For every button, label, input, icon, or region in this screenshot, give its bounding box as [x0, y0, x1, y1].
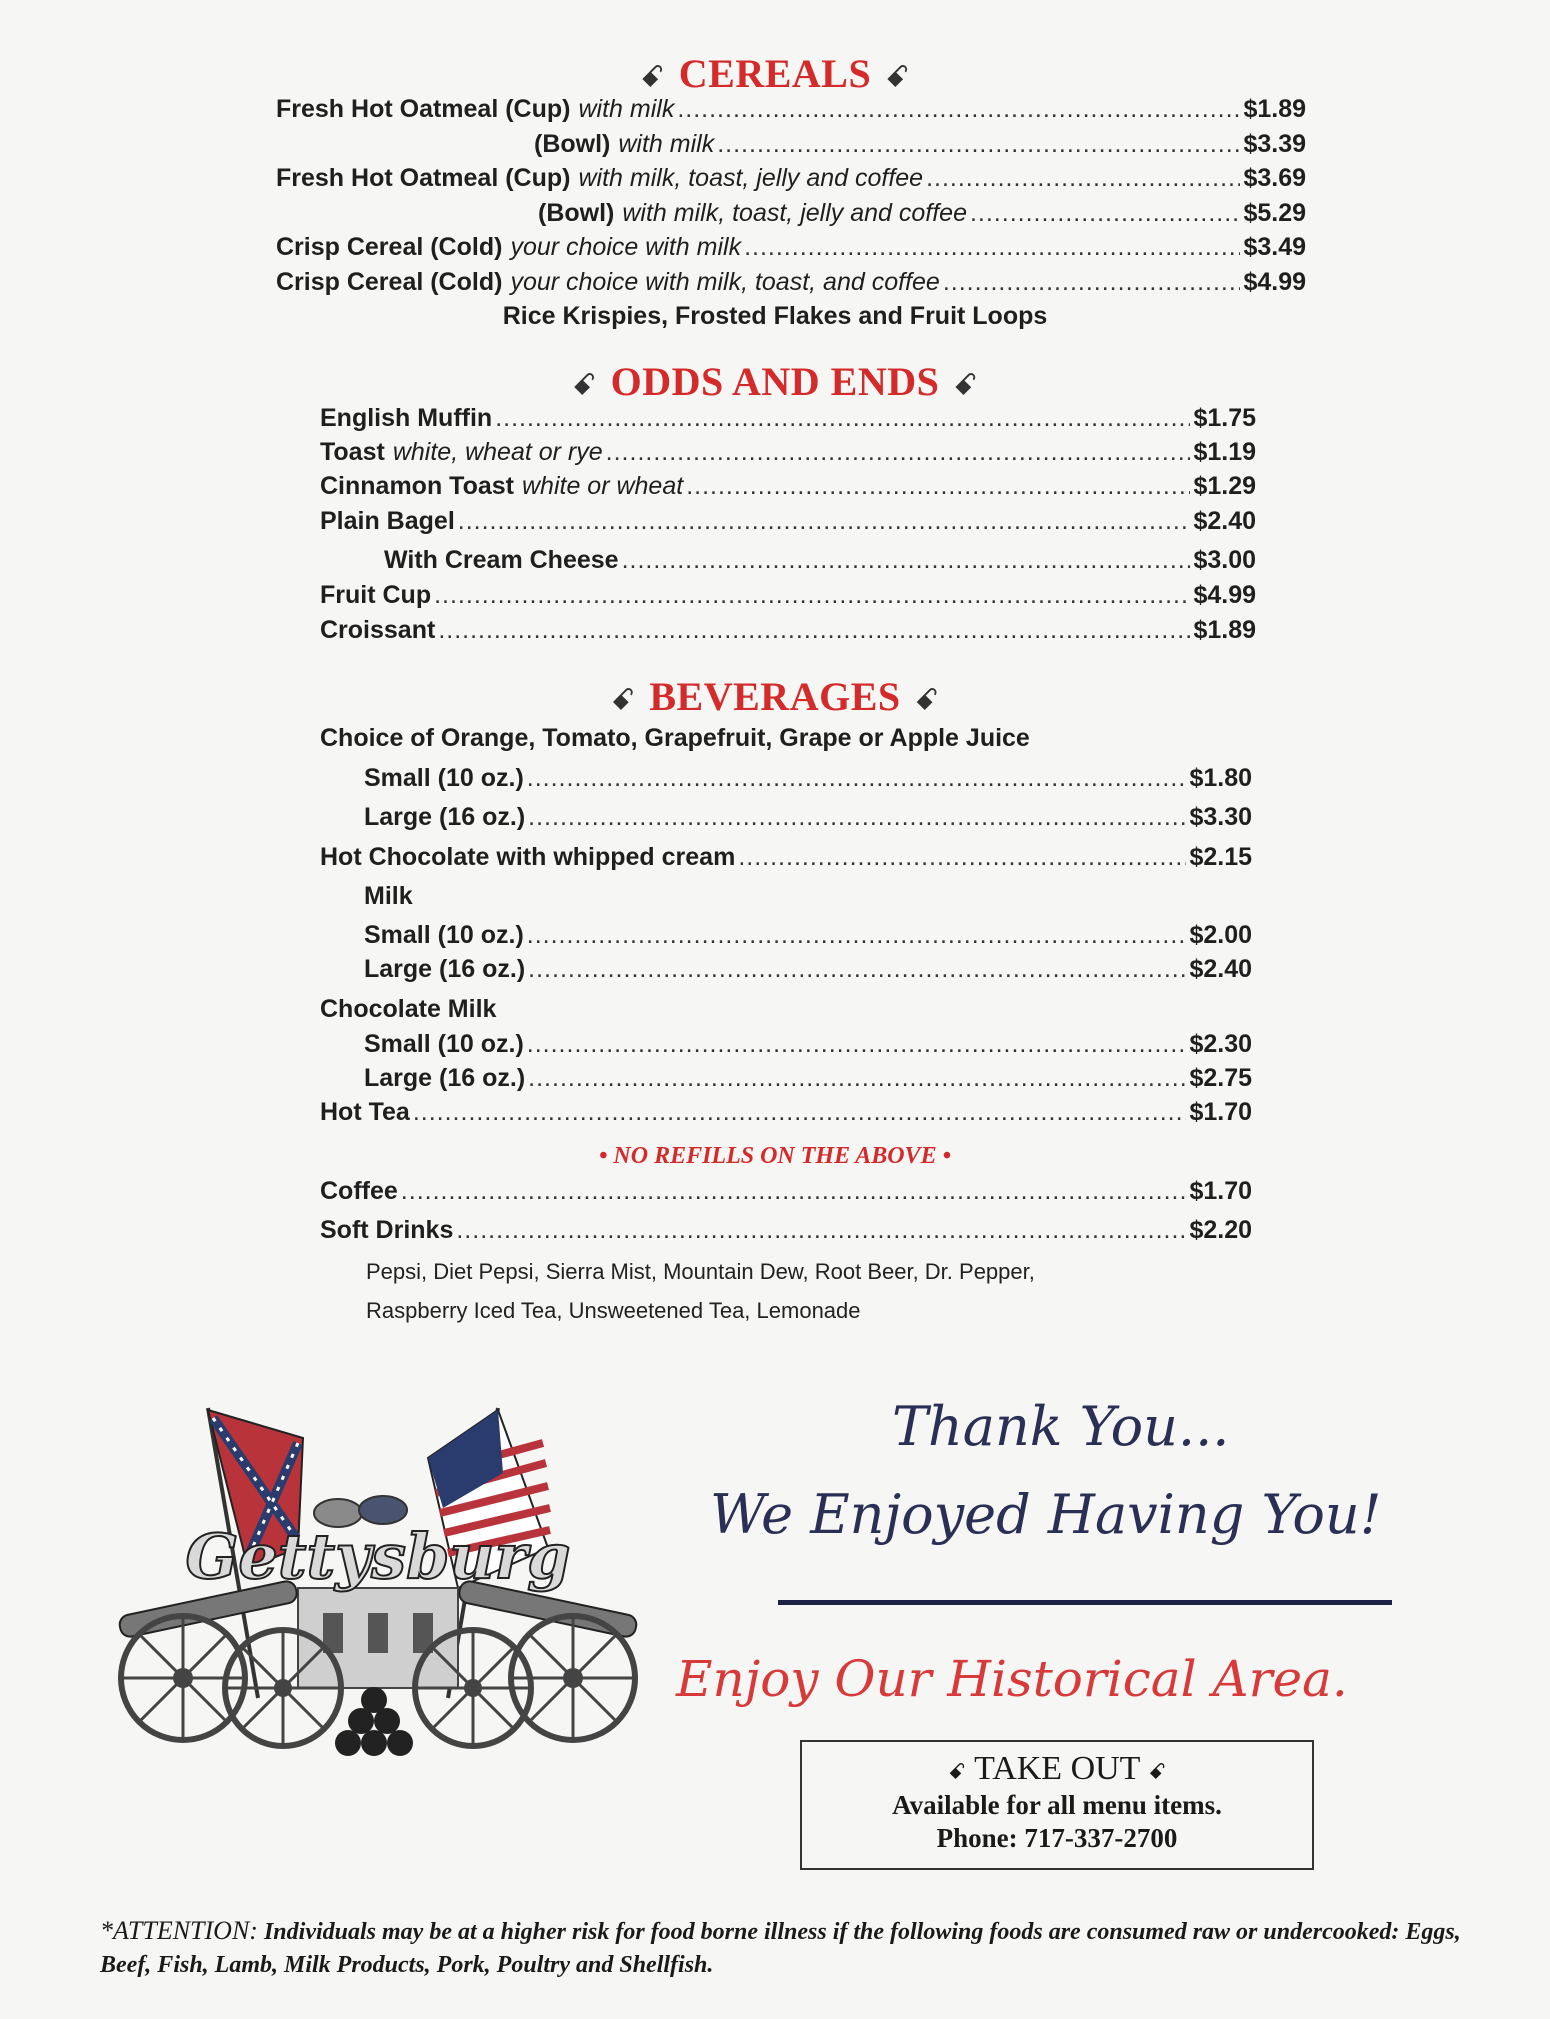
odds-title: ODDS AND ENDS	[610, 359, 940, 404]
leader-dots	[527, 1030, 1187, 1059]
thank-you-text: Thank You...	[892, 1395, 1230, 1458]
item-desc: white or wheat	[521, 472, 684, 500]
leader-dots	[686, 472, 1190, 501]
item-price: $1.70	[1189, 1098, 1252, 1126]
item-price: $1.75	[1193, 404, 1256, 432]
item-price: $2.00	[1189, 921, 1252, 949]
item-desc: with milk	[618, 130, 715, 158]
swash-right-icon: ꗃ	[1148, 1759, 1166, 1784]
takeout-heading	[802, 1750, 1312, 1788]
menu-item	[276, 233, 1306, 262]
chocolate-milk-heading: Chocolate Milk	[320, 995, 497, 1023]
item-name: (Bowl)	[538, 199, 615, 227]
beverages-title: BEVERAGES	[649, 674, 901, 719]
item-price: $4.99	[1243, 268, 1306, 296]
item-name: Crisp Cereal (Cold)	[276, 268, 503, 296]
logo-wordmark: Gettysburg	[185, 1520, 571, 1593]
leader-dots	[738, 843, 1186, 872]
item-price: $2.40	[1189, 955, 1252, 983]
leader-dots	[606, 438, 1191, 467]
item-name: Large (16 oz.)	[364, 1064, 526, 1092]
item-price: $1.29	[1193, 472, 1256, 500]
item-price: $5.29	[1243, 199, 1306, 227]
item-name: Fruit Cup	[320, 581, 432, 609]
leader-dots	[438, 616, 1190, 645]
milk-heading: Milk	[364, 882, 413, 910]
menu-item	[320, 1216, 1252, 1245]
menu-item	[364, 1064, 1252, 1093]
swash-right-icon: ꗃ	[885, 60, 910, 94]
item-name: Cinnamon Toast	[320, 472, 514, 500]
item-name: Large (16 oz.)	[364, 803, 526, 831]
menu-item	[384, 546, 1256, 575]
no-refills-note: • NO REFILLS ON THE ABOVE •	[599, 1143, 951, 1169]
item-desc: your choice with milk	[510, 233, 742, 261]
leader-dots	[677, 95, 1240, 124]
item-price: $2.30	[1189, 1030, 1252, 1058]
leader-dots	[527, 764, 1187, 793]
item-name: Small (10 oz.)	[364, 764, 524, 792]
leader-dots	[717, 130, 1240, 159]
item-name: Small (10 oz.)	[364, 921, 524, 949]
item-price: $4.99	[1193, 581, 1256, 609]
menu-item	[276, 164, 1306, 193]
menu-item	[538, 199, 1306, 228]
item-price: $1.80	[1189, 764, 1252, 792]
menu-item	[320, 616, 1256, 645]
menu-item	[320, 472, 1256, 501]
divider	[778, 1600, 1392, 1605]
takeout-title: TAKE OUT	[974, 1750, 1140, 1787]
cereal-varieties: Rice Krispies, Frosted Flakes and Fruit Loops	[502, 302, 1048, 330]
leader-dots	[495, 404, 1190, 433]
menu-item	[320, 1177, 1252, 1206]
leader-dots	[744, 233, 1240, 262]
item-desc: with milk	[578, 95, 675, 123]
attention-lead: *ATTENTION:	[100, 1916, 258, 1945]
cereals-title: CEREALS	[678, 51, 872, 96]
item-price: $3.00	[1193, 546, 1256, 574]
soft-drink-list: Pepsi, Diet Pepsi, Sierra Mist, Mountain Dew, Root Beer, Dr. Pepper,	[366, 1259, 1035, 1284]
item-price: $2.75	[1189, 1064, 1252, 1092]
item-name: Crisp Cereal (Cold)	[276, 233, 503, 261]
leader-dots	[401, 1177, 1187, 1206]
menu-item	[320, 438, 1256, 467]
item-name: Fresh Hot Oatmeal (Cup)	[276, 95, 571, 123]
leader-dots	[622, 546, 1191, 575]
menu-item	[320, 1098, 1252, 1127]
item-price: $2.20	[1189, 1216, 1252, 1244]
item-desc: your choice with milk, toast, and coffee	[510, 268, 940, 296]
item-desc: with milk, toast, jelly and coffee	[578, 164, 924, 192]
menu-item	[276, 95, 1306, 124]
item-name: Coffee	[320, 1177, 398, 1205]
gettysburg-logo	[98, 1398, 658, 1768]
swash-right-icon: ꗃ	[914, 683, 940, 717]
leader-dots	[926, 164, 1240, 193]
item-name: Fresh Hot Oatmeal (Cup)	[276, 164, 571, 192]
soft-drink-list: Raspberry Iced Tea, Unsweetened Tea, Lemonade	[366, 1298, 861, 1323]
item-price: $3.30	[1189, 803, 1252, 831]
swash-left-icon: ꗃ	[640, 60, 665, 94]
swash-left-icon: ꗃ	[610, 683, 636, 717]
menu-item	[364, 803, 1252, 832]
allergy-attention	[100, 1914, 1480, 1982]
item-desc: with milk, toast, jelly and coffee	[622, 199, 967, 227]
swash-left-icon: ꗃ	[948, 1759, 966, 1784]
enjoyed-text: We Enjoyed Having You!	[710, 1483, 1382, 1546]
item-name: Small (10 oz.)	[364, 1030, 524, 1058]
menu-item	[276, 268, 1306, 297]
item-name: Soft Drinks	[320, 1216, 454, 1244]
leader-dots	[413, 1098, 1187, 1127]
leader-dots	[528, 803, 1186, 832]
item-price: $1.19	[1193, 438, 1256, 466]
item-name: Hot Tea	[320, 1098, 410, 1126]
leader-dots	[528, 955, 1186, 984]
juice-heading: Choice of Orange, Tomato, Grapefruit, Grape or Apple Juice	[320, 724, 1030, 752]
item-price: $2.40	[1193, 507, 1256, 535]
leader-dots	[434, 581, 1190, 610]
item-name: Large (16 oz.)	[364, 955, 526, 983]
cannonball-stack-icon	[335, 1687, 413, 1756]
item-price: $3.69	[1243, 164, 1306, 192]
swash-right-icon: ꗃ	[953, 368, 978, 402]
item-name: English Muffin	[320, 404, 493, 432]
item-name: With Cream Cheese	[384, 546, 619, 574]
menu-item	[364, 955, 1252, 984]
swash-left-icon: ꗃ	[572, 368, 597, 402]
beverages-heading	[0, 673, 1550, 720]
item-price: $1.89	[1243, 95, 1306, 123]
item-price: $1.89	[1193, 616, 1256, 644]
takeout-box	[800, 1740, 1314, 1870]
item-price: $2.15	[1189, 843, 1252, 871]
item-name: Croissant	[320, 616, 436, 644]
menu-item	[364, 764, 1252, 793]
takeout-availability: Available for all menu items.	[892, 1790, 1222, 1820]
item-name: (Bowl)	[534, 130, 611, 158]
leader-dots	[970, 199, 1240, 228]
item-price: $3.49	[1243, 233, 1306, 261]
menu-item	[320, 507, 1256, 536]
attention-text: Individuals may be at a higher risk for food borne illness if the following foods are consumed raw or undercooked: Eggs, Beef, Fish, Lamb, Milk Products, Pork, Poultry and Shellfish.	[100, 1919, 1461, 1978]
odds-heading	[0, 358, 1550, 405]
menu-item	[320, 404, 1256, 433]
menu-item	[364, 921, 1252, 950]
takeout-phone: Phone: 717-337-2700	[936, 1823, 1178, 1853]
leader-dots	[528, 1064, 1186, 1093]
leader-dots	[527, 921, 1187, 950]
historical-area-text: Enjoy Our Historical Area.	[676, 1650, 1348, 1708]
menu-item	[320, 843, 1252, 872]
item-desc: white, wheat or rye	[392, 438, 603, 466]
leader-dots	[943, 268, 1241, 297]
menu-item	[364, 1030, 1252, 1059]
leader-dots	[456, 1216, 1186, 1245]
menu-item	[320, 581, 1256, 610]
item-price: $1.70	[1189, 1177, 1252, 1205]
cereals-heading	[0, 50, 1550, 97]
item-name: Plain Bagel	[320, 507, 455, 535]
item-price: $3.39	[1243, 130, 1306, 158]
leader-dots	[458, 507, 1191, 536]
item-name: Toast	[320, 438, 385, 466]
item-name: Hot Chocolate with whipped cream	[320, 843, 736, 871]
menu-item	[534, 130, 1306, 159]
